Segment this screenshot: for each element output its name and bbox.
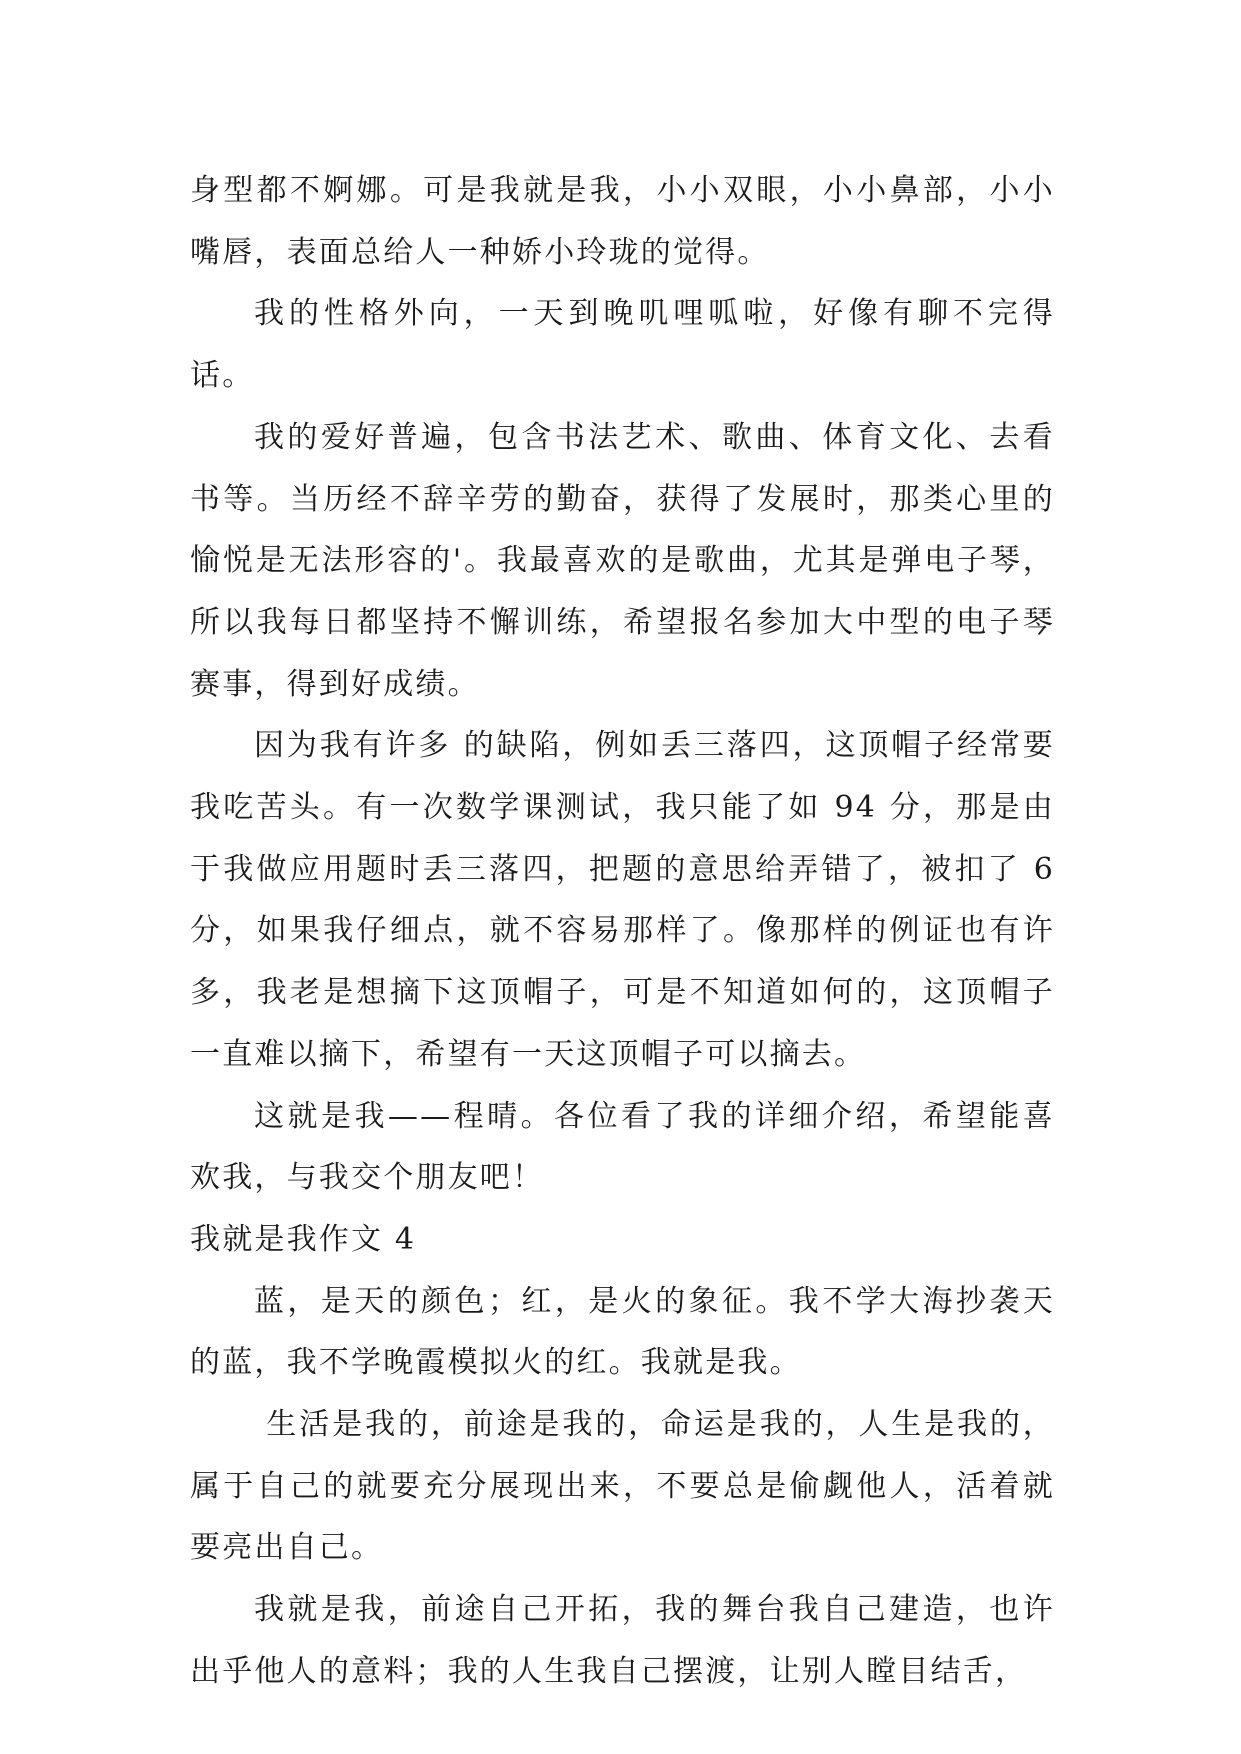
paragraph-personality: 我的性格外向，一天到晚叽哩呱啦，好像有聊不完得话。: [190, 296, 1055, 394]
paragraph-colors: 蓝，是天的颜色；红，是火的象征。我不学大海抄袭天的蓝，我不学晚霞模拟火的红。我就是我。: [190, 1283, 1055, 1381]
paragraph-continuation: 身型都不婀娜。可是我就是我，小小双眼，小小鼻部，小小嘴唇，表面总给人一种娇小玲珑的觉得。: [190, 173, 1055, 270]
paragraph-hobbies: 我的爱好普遍，包含书法艺术、歌曲、体育文化、去看书等。当历经不辞辛劳的勤奋，获得了发展时，那类心里的愉悦是无法形容的'。我最喜欢的是歌曲，尤其是弹电子琴，所以我每日都坚持不懈训练，希望报名参加大中型的电子琴赛事，得到好成绩。: [190, 419, 1055, 702]
paragraph-closing: 这就是我——程晴。各位看了我的详细介绍，希望能喜欢我，与我交个朋友吧！: [190, 1098, 1055, 1196]
essay-heading: 我就是我作文 4: [190, 1221, 417, 1257]
paragraph-shortcomings: 因为我有许多 的缺陷，例如丢三落四，这顶帽子经常要我吃苦头。有一次数学课测试，我只能了如 94 分，那是由于我做应用题时丢三落四，把题的意思给弄错了，被扣了 6 分，如果我仔细点，就不容易那样了。像那样的例证也有许多，我老是想摘下这顶帽子，可是不知道如何的，这顶帽子一直难以摘下，希望有一天这顶帽子可以摘去。: [190, 728, 1067, 1072]
paragraph-life: 生活是我的，前途是我的，命运是我的，人生是我的，属于自己的就要充分展现出来，不要总是偷觑他人，活着就要亮出自己。: [190, 1407, 1055, 1566]
paragraph-future: 我就是我，前途自己开拓，我的舞台我自己建造，也许出乎他人的意料；我的人生我自己摆渡，让别人瞠目结舌，: [190, 1592, 1055, 1689]
document-body: [190, 160, 1067, 1703]
